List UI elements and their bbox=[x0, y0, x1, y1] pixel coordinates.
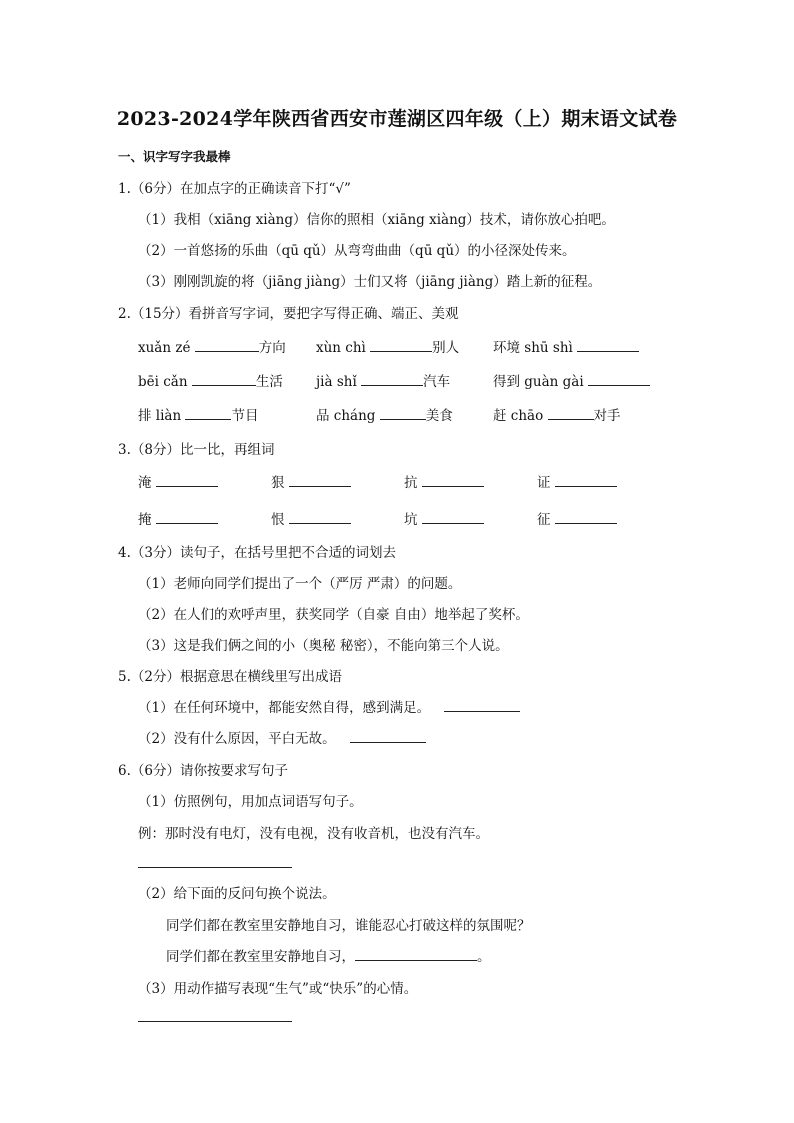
pinyin-item bbox=[316, 404, 453, 424]
pinyin-text: 品 cháng bbox=[316, 408, 376, 424]
answer-blank[interactable] bbox=[577, 337, 639, 352]
answer-blank[interactable] bbox=[444, 697, 520, 712]
pinyin-item bbox=[493, 404, 621, 424]
char-label: 征 bbox=[537, 512, 551, 528]
question-4-item-3: （3）这是我们俩之间的小（奥秘 秘密），不能向第三个人说。 bbox=[138, 638, 509, 654]
answer-blank[interactable] bbox=[555, 509, 617, 524]
sentence-suffix: 。 bbox=[477, 949, 491, 965]
answer-blank[interactable] bbox=[195, 337, 259, 352]
answer-blank[interactable] bbox=[192, 371, 256, 386]
compare-char bbox=[537, 471, 617, 491]
question-1-item-3: （3）刚刚凯旋的将（jiāng jiàng）士们又将（jiāng jiàng）踏上新的征程。 bbox=[138, 274, 602, 290]
question-1-stem: 1.（6分）在加点字的正确读音下打“√” bbox=[118, 181, 351, 197]
rewrite-sentence bbox=[166, 945, 491, 965]
rhetorical-sentence: 同学们都在教室里安静地自习，谁能忍心打破这样的氛围呢？ bbox=[166, 918, 531, 934]
question-4-item-1: （1）老师向同学们提出了一个（严厉 严肃）的问题。 bbox=[138, 576, 462, 592]
word-suffix: 美食 bbox=[425, 408, 453, 424]
char-label: 坑 bbox=[404, 512, 418, 528]
question-4-stem: 4.（3分）读句子，在括号里把不合适的词划去 bbox=[118, 545, 396, 561]
answer-blank[interactable] bbox=[555, 472, 617, 487]
question-6-stem: 6.（6分）请你按要求写句子 bbox=[118, 763, 288, 779]
answer-blank[interactable] bbox=[156, 472, 218, 487]
word-suffix: 汽车 bbox=[423, 374, 451, 390]
word-suffix: 节目 bbox=[231, 408, 259, 424]
word-suffix: 对手 bbox=[593, 408, 621, 424]
question-5-item-2 bbox=[138, 727, 426, 747]
char-label: 狠 bbox=[271, 475, 285, 491]
word-suffix: 方向 bbox=[258, 340, 286, 356]
pinyin-text: 赶 chāo bbox=[493, 408, 544, 424]
compare-char bbox=[138, 508, 218, 528]
pinyin-item bbox=[316, 370, 450, 390]
question-4-item-2: （2）在人们的欢呼声里，获奖同学（自豪 自由）地举起了奖杯。 bbox=[138, 607, 529, 623]
pinyin-text: 环境 shū shì bbox=[493, 340, 573, 356]
sentence-prefix: 同学们都在教室里安静地自习， bbox=[166, 949, 355, 965]
pinyin-item bbox=[316, 336, 459, 356]
compare-char bbox=[271, 471, 351, 491]
pinyin-text: 排 liàn bbox=[138, 408, 182, 424]
pinyin-text: bēi cǎn bbox=[138, 374, 188, 390]
question-2-stem: 2.（15分）看拼音写字词，要把字写得正确、端正、美观 bbox=[118, 306, 459, 322]
page-title: 2023-2024学年陕西省西安市莲湖区四年级（上）期末语文试卷 bbox=[116, 108, 678, 130]
pinyin-text: xuǎn zé bbox=[138, 340, 191, 356]
answer-blank[interactable] bbox=[350, 728, 426, 743]
item-text: （2）没有什么原因，平白无故。 bbox=[138, 731, 336, 747]
answer-blank[interactable] bbox=[588, 371, 650, 386]
answer-line[interactable] bbox=[138, 867, 292, 868]
answer-blank[interactable] bbox=[370, 337, 432, 352]
question-6-sub-2: （2）给下面的反问句换个说法。 bbox=[138, 886, 336, 902]
pinyin-item bbox=[138, 370, 283, 390]
char-label: 证 bbox=[537, 475, 551, 491]
question-3-stem: 3.（8分）比一比，再组词 bbox=[118, 442, 275, 458]
answer-blank[interactable] bbox=[422, 509, 484, 524]
pinyin-item bbox=[493, 336, 639, 356]
compare-char bbox=[271, 508, 351, 528]
pinyin-text: xùn chì bbox=[316, 340, 366, 356]
example-sentence: 例：那时没有电灯，没有电视，没有收音机，也没有汽车。 bbox=[138, 826, 489, 842]
question-6-sub-3: （3）用动作描写表现“生气”或“快乐”的心情。 bbox=[138, 981, 418, 997]
answer-blank[interactable] bbox=[361, 371, 423, 386]
pinyin-item bbox=[138, 336, 286, 356]
char-label: 抗 bbox=[404, 475, 418, 491]
compare-char bbox=[537, 508, 617, 528]
question-1-item-2: （2）一首悠扬的乐曲（qū qǔ）从弯弯曲曲（qū qǔ）的小径深处传来。 bbox=[138, 243, 576, 259]
answer-blank[interactable] bbox=[185, 405, 231, 420]
char-label: 恨 bbox=[271, 512, 285, 528]
word-suffix: 别人 bbox=[432, 340, 460, 356]
answer-blank[interactable] bbox=[422, 472, 484, 487]
question-6-sub-1: （1）仿照例句，用加点词语写句子。 bbox=[138, 794, 363, 810]
pinyin-text: jià shǐ bbox=[316, 374, 357, 390]
answer-line[interactable] bbox=[138, 1021, 292, 1022]
answer-blank[interactable] bbox=[156, 509, 218, 524]
answer-blank[interactable] bbox=[548, 405, 594, 420]
answer-blank[interactable] bbox=[355, 946, 477, 961]
question-5-item-1 bbox=[138, 696, 520, 716]
pinyin-text: 得到 guàn gài bbox=[493, 374, 584, 390]
answer-blank[interactable] bbox=[380, 405, 426, 420]
item-text: （1）在任何环境中，都能安然自得，感到满足。 bbox=[138, 700, 431, 716]
answer-blank[interactable] bbox=[289, 509, 351, 524]
question-1-item-1: （1）我相（xiāng xiàng）信你的照相（xiāng xiàng）技术，请你放心拍吧。 bbox=[138, 212, 615, 228]
word-suffix: 生活 bbox=[255, 374, 283, 390]
char-label: 掩 bbox=[138, 512, 152, 528]
compare-char bbox=[138, 471, 218, 491]
section-heading: 一、识字写字我最棒 bbox=[118, 149, 231, 164]
char-label: 淹 bbox=[138, 475, 152, 491]
answer-blank[interactable] bbox=[289, 472, 351, 487]
pinyin-item bbox=[138, 404, 258, 424]
compare-char bbox=[404, 471, 484, 491]
question-5-stem: 5.（2分）根据意思在横线里写出成语 bbox=[118, 669, 342, 685]
pinyin-item bbox=[493, 370, 650, 390]
compare-char bbox=[404, 508, 484, 528]
